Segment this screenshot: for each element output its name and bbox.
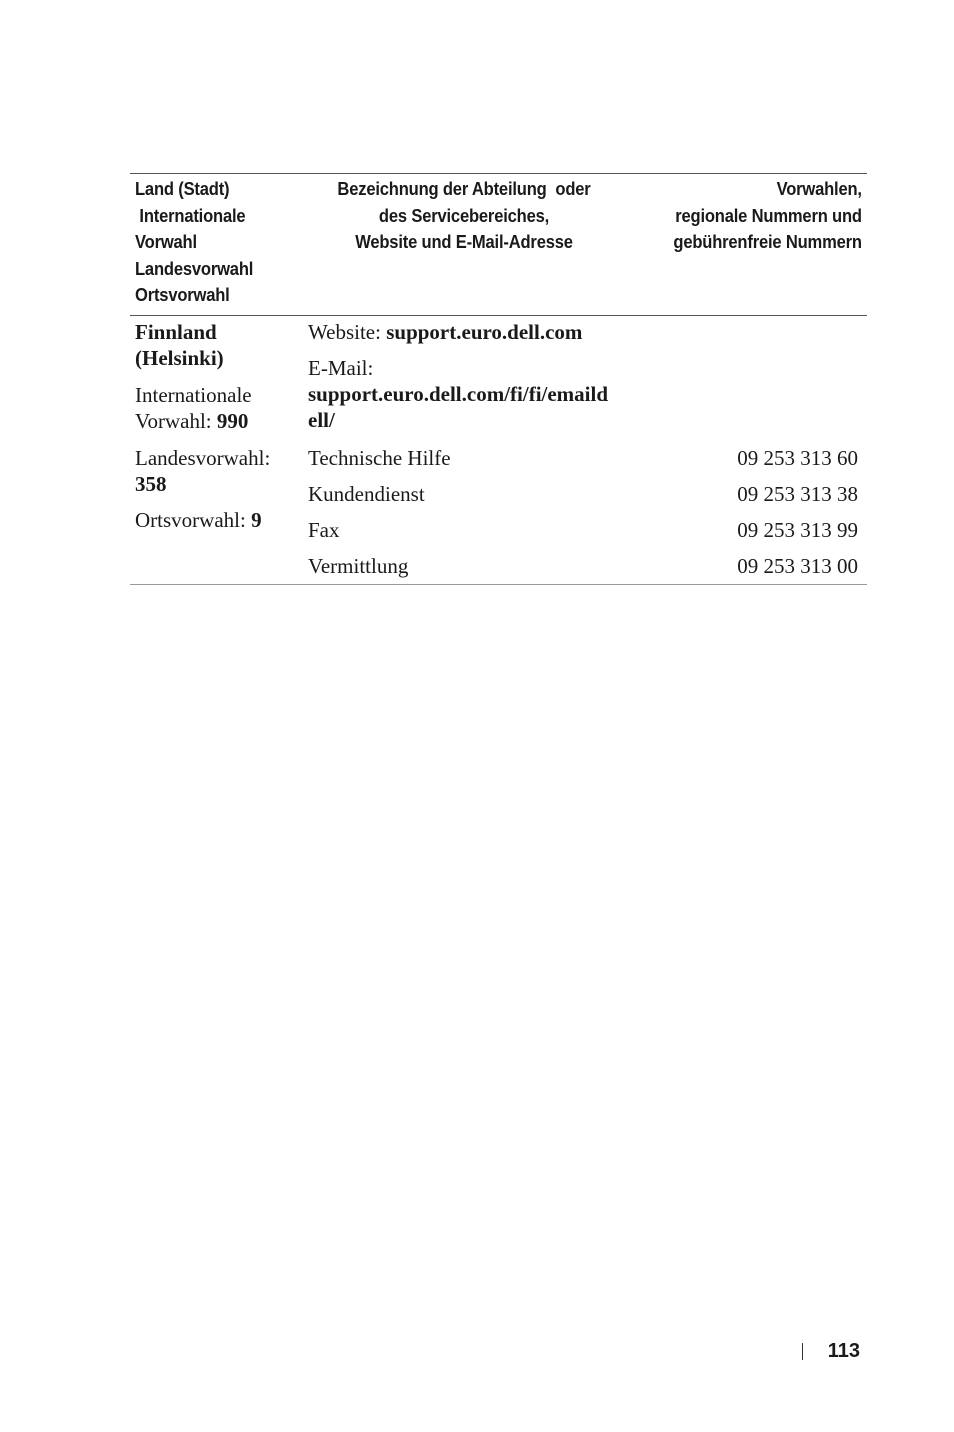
header-numbers-line: gebührenfreie Nummern (673, 232, 862, 252)
header-numbers-line: regionale Nummern und (675, 205, 862, 226)
website-line (308, 319, 582, 345)
service-number-switchboard: 09 253 313 00 (737, 554, 858, 578)
header-country-line: Internationale (135, 205, 246, 226)
intl-code-value: 990 (216, 409, 249, 433)
footer-divider (802, 1343, 803, 1360)
country-code-value: 358 (135, 472, 167, 496)
header-rule (130, 315, 867, 316)
local-code-label: Ortsvorwahl: (135, 508, 252, 532)
header-department-line: Bezeichnung der Abteilung oder (337, 179, 591, 199)
email-label: E-Mail: (308, 356, 374, 380)
header-country-line: Landesvorwahl (135, 258, 254, 279)
country-name-line2: (Helsinki) (135, 346, 224, 370)
header-country (135, 176, 253, 309)
header-country-line: Ortsvorwahl (135, 285, 230, 305)
service-name-fax: Fax (308, 518, 340, 542)
header-department (320, 176, 607, 256)
local-code-value: 9 (251, 508, 262, 532)
header-department-line: Website und E-Mail-Adresse (355, 232, 573, 252)
header-country-line: Vorwahl (135, 232, 197, 252)
service-number-fax: 09 253 313 99 (737, 518, 858, 542)
country-name-line1: Finnland (135, 320, 217, 344)
page-number: 113 (827, 1340, 860, 1362)
local-code-line (135, 507, 262, 533)
service-number-technical-support: 09 253 313 60 (737, 446, 858, 470)
website-link[interactable]: support.euro.dell.com (386, 320, 583, 344)
email-link-line1[interactable]: support.euro.dell.com/fi/fi/emaild (308, 382, 609, 406)
header-country-line: Land (Stadt) (135, 179, 230, 199)
header-numbers (674, 176, 862, 256)
service-name-technical-support: Technische Hilfe (308, 446, 451, 470)
service-name-switchboard: Vermittlung (308, 554, 409, 578)
table-top-rule (130, 173, 867, 174)
table-bottom-rule (130, 584, 867, 585)
service-number-customer-service: 09 253 313 38 (737, 482, 858, 506)
service-name-customer-service: Kundendienst (308, 482, 425, 506)
intl-code-label: Vorwahl: (135, 409, 217, 433)
header-numbers-line: Vorwahlen, (776, 179, 862, 199)
email-link-line2[interactable]: ell/ (308, 408, 335, 432)
intl-code-label-line1: Internationale (135, 383, 252, 407)
header-department-line: des Servicebereiches, (378, 205, 550, 226)
website-label: Website: (308, 320, 387, 344)
country-code-label: Landesvorwahl: (135, 446, 271, 470)
intl-code-line (135, 408, 248, 434)
